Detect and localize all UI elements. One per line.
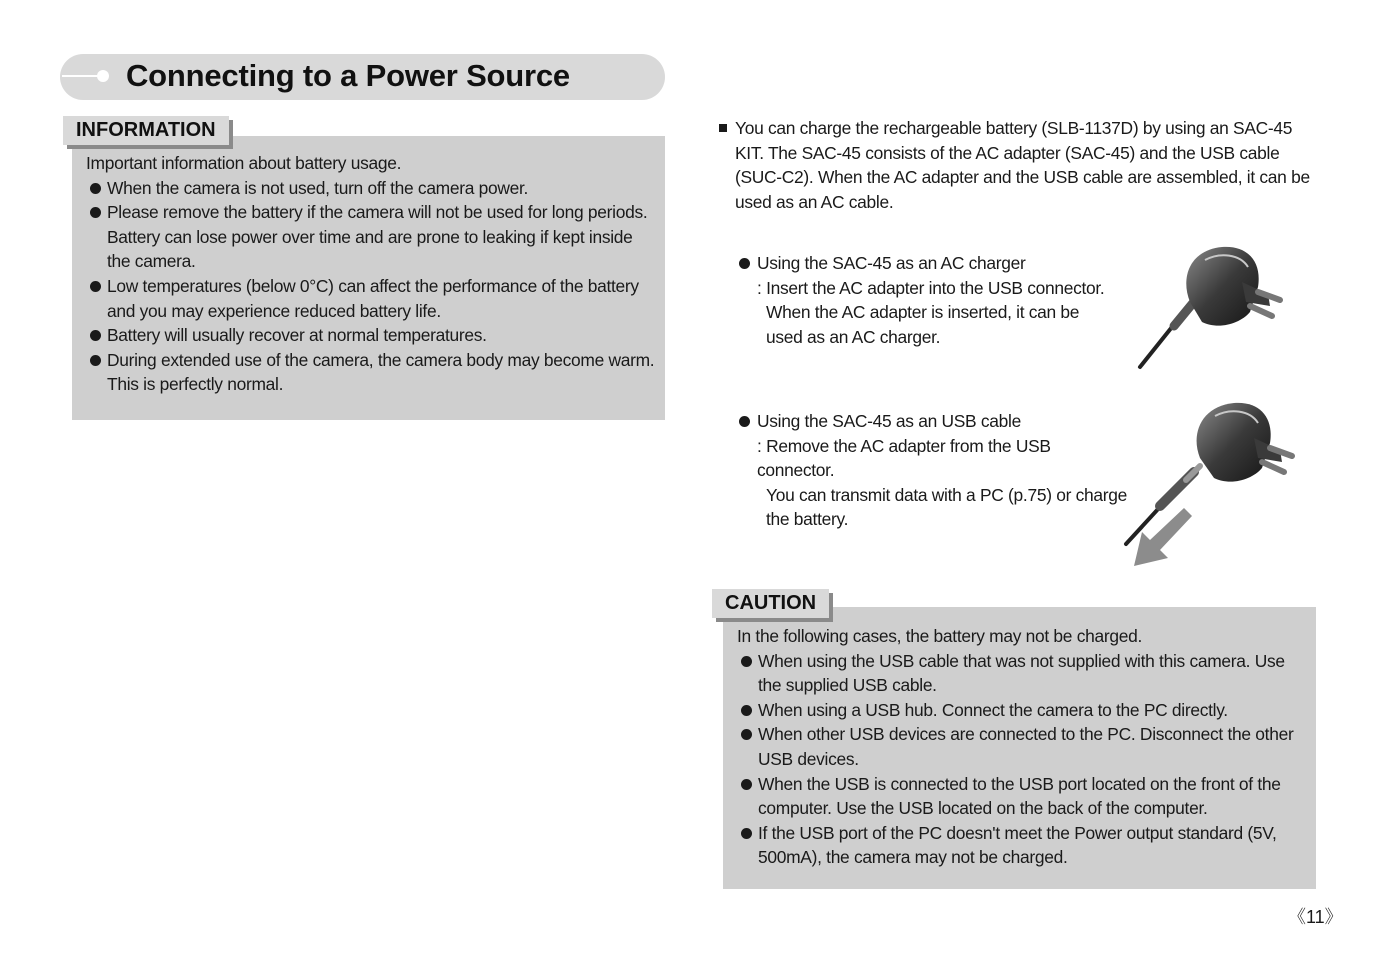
caution-text [737,624,1305,870]
information-list [86,176,656,397]
usage-line: : Insert the AC adapter into the USB connector. [757,277,1105,298]
usage-line: You can transmit data with a PC (p.75) or charge the battery. [766,484,1127,530]
information-text [86,151,656,397]
caution-item: If the USB port of the PC doesn't meet the Power output standard (5V, 500mA), the camera may not be charged. [737,821,1305,870]
caution-intro: In the following cases, the battery may not be charged. [737,626,1142,646]
usage-ac-charger [739,251,1119,349]
intro-paragraph [719,116,1319,214]
page-number: 《11》 [1288,907,1343,927]
information-item: Battery will usually recover at normal temperatures. [86,323,656,348]
caution-item: When the USB is connected to the USB port located on the front of the computer. Use the USB located on the back of the computer. [737,772,1305,821]
title-decor-dot [97,70,109,82]
page-title: Connecting to a Power Source [126,58,570,93]
information-item: During extended use of the camera, the camera body may become warm. This is perfectly normal. [86,348,656,397]
caution-item: When using the USB cable that was not supplied with this camera. Use the supplied USB cable. [737,649,1305,698]
caution-label: CAUTION [712,589,829,618]
caution-item: When other USB devices are connected to the PC. Disconnect the other USB devices. [737,722,1305,771]
usb-cable-illustration [1120,398,1300,570]
information-item: Low temperatures (below 0°C) can affect the performance of the battery and you may experience reduced battery life. [86,274,656,323]
ac-adapter-illustration [1130,242,1290,374]
caution-item: When using a USB hub. Connect the camera to the PC directly. [737,698,1305,723]
usage-line: When the AC adapter is inserted, it can be used as an AC charger. [766,302,1080,347]
information-label: INFORMATION [63,116,229,145]
intro-text: You can charge the rechargeable battery (SLB-1137D) by using an SAC-45 KIT. The SAC-45 consists of the AC adapter (SAC-45) and the USB cable (SUC-C2). When the AC adapter and the USB cable are assembled, it can be used as an AC cable. [735,118,1310,212]
information-item: When the camera is not used, turn off the camera power. [86,176,656,201]
usage-heading: Using the SAC-45 as an AC charger [739,251,1119,276]
usage-heading: Using the SAC-45 as an USB cable [739,409,1129,434]
usage-usb-cable [739,409,1129,532]
arrow-icon [1134,508,1192,566]
caution-list [737,649,1305,870]
information-intro: Important information about battery usage. [86,153,402,173]
usage-line: : Remove the AC adapter from the USB connector. [757,435,1051,481]
information-item: Please remove the battery if the camera will not be used for long periods. Battery can lose power over time and are prone to leaking if kept inside the camera. [86,200,656,274]
square-bullet-icon [719,124,727,132]
